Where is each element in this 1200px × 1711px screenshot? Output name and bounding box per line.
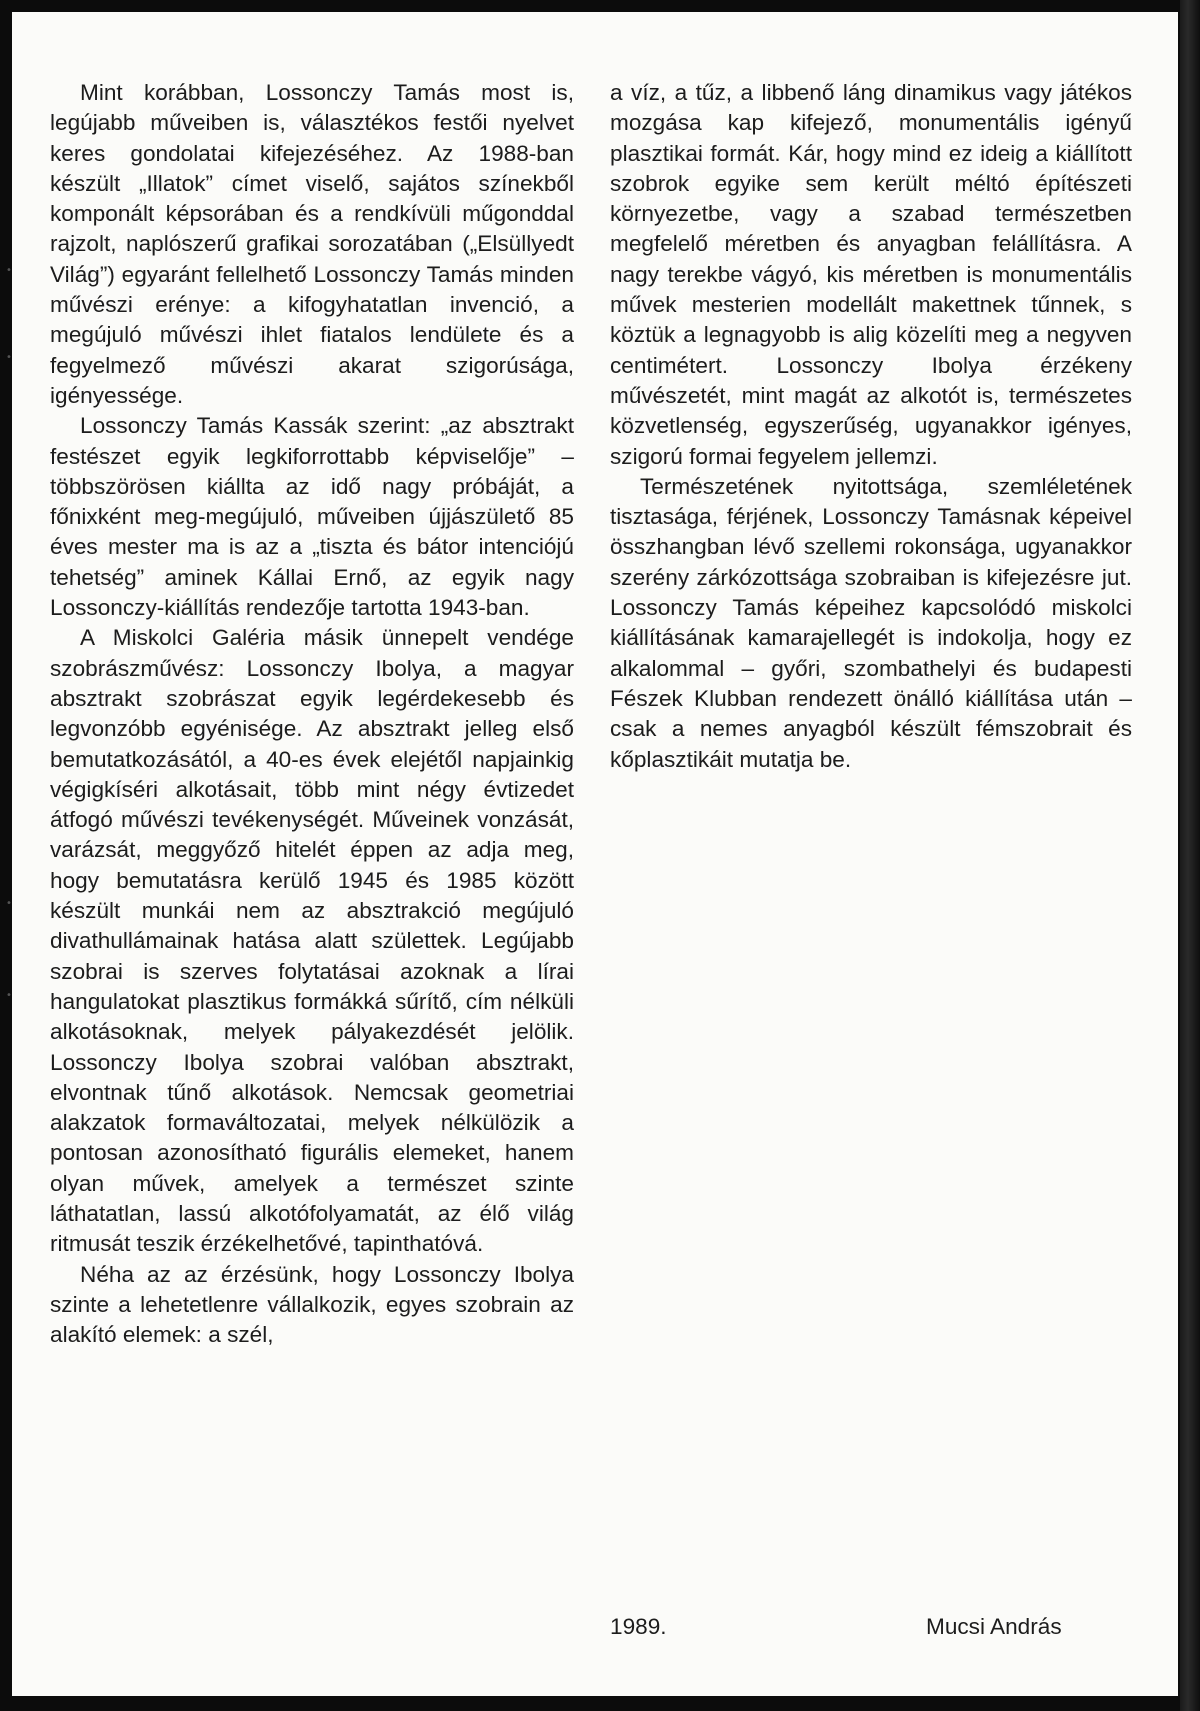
right-text-column xyxy=(610,78,1132,775)
paragraph: a víz, a tűz, a libbenő láng dinamikus vagy játékos mozgása kap kifejező, monumentális igényű plasztikai formát. Kár, hogy mind ez ideig a kiállított szobrok egyike sem került méltó építészeti környezetbe, vagy a szabad természetben megfelelő méretben és anyagban felállításra. A nagy terekbe vágyó, kis méretben is monumentális művek mesterien modellált makettnek tűnnek, s köztük a legnagyobb is alig közelíti meg a negyven centimétert. Lossonczy Ibolya érzékeny művészetét, mint magát az alkotót is, természetes közvetlenség, egyszerűség, ugyanakkor igényes, szigorú formai fegyelem jellemzi. xyxy=(610,80,1132,469)
left-text-column xyxy=(50,78,574,1350)
margin-speck: • xyxy=(6,265,12,276)
margin-speck: • xyxy=(6,352,12,363)
page-binding-edge xyxy=(1180,0,1200,1711)
margin-speck: • xyxy=(6,898,12,909)
paragraph: Néha az az érzésünk, hogy Lossonczy Ibolya szinte a lehetetlenre vállalkozik, egyes szobrain az alakító elemek: a szél, xyxy=(50,1261,574,1348)
paragraph: A Miskolci Galéria másik ünnepelt vendége szobrászművész: Lossonczy Ibolya, a magyar absztrakt szobrászat egyik legérdekesebb és legvonzóbb egyénisége. Az absztrakt jelleg első bemutatkozásától, a 40-es évek elejétől napjainkig végigkíséri alkotásait, több mint négy évtizedet átfogó művészi tevékenységét. Műveinek vonzását, varázsát, meggyőző hitelét éppen az adja meg, hogy bemutatásra kerülő 1945 és 1985 között készült munkái nem az absztrakció megújuló divathullámainak hatása alatt születtek. Legújabb szobrai is szerves folytatásai azoknak a lírai hangulatokat plasztikus formákká sűrítő, cím nélküli alkotásoknak, melyek pályakezdését jelölik. Lossonczy Ibolya szobrai valóban absztrakt, elvontnak tűnő alkotások. Nemcsak geometriai alakzatok formaváltozatai, melyek nélkülözik a pontosan azonosítható figurális elemeket, hanem olyan művek, amelyek a természet szinte láthatatlan, lassú alkotófolyamatát, az élő világ ritmusát teszik érzékelhetővé, tapinthatóvá. xyxy=(50,625,574,1257)
date-signature: 1989. xyxy=(610,1614,667,1639)
paragraph: Lossonczy Tamás Kassák szerint: „az absztrakt festészet egyik legkiforrottabb képviselője” – többszörösen kiállta az idő nagy próbáját, a főnixként meg-megújuló, műveiben újjászülető 85 éves mester ma is az a „tiszta és bátor intenciójú tehetség” aminek Kállai Ernő, az egyik nagy Lossonczy-kiállítás rendezője tartotta 1943-ban. xyxy=(50,413,574,621)
author-signature: Mucsi András xyxy=(926,1614,1062,1639)
margin-speck: • xyxy=(6,990,12,1001)
paragraph: Természetének nyitottsága, szemléletének tisztasága, férjének, Lossonczy Tamásnak képeivel összhangban lévő szellemi rokonsága, ugyanakkor szerény zárkózottsága szobraiban is kifejezésre jut. Lossonczy Tamás képeihez kapcsolódó miskolci kiállításának kamarajellegét is indokolja, hogy ez alkalommal – győri, szombathelyi és budapesti Fészek Klubban rendezett önálló kiállítása után – csak a nemes anyagból készült fémszobrait és kőplasztikáit mutatja be. xyxy=(610,473,1132,772)
paragraph: Mint korábban, Lossonczy Tamás most is, legújabb műveiben is, választékos festői nyelvet keres gondolatai kifejezéséhez. Az 1988-ban készült „Illatok” címet viselő, sajátos színekből komponált képsorában és a rendkívüli műgonddal rajzolt, naplószerű grafikai sorozatában („Elsüllyedt Világ”) egyaránt fellelhető Lossonczy Tamás minden művészi erénye: a kifogyhatatlan invenció, a megújuló művészi ihlet fiatalos lendülete és a fegyelmező művészi akarat szigorúsága, igényessége. xyxy=(50,80,574,408)
